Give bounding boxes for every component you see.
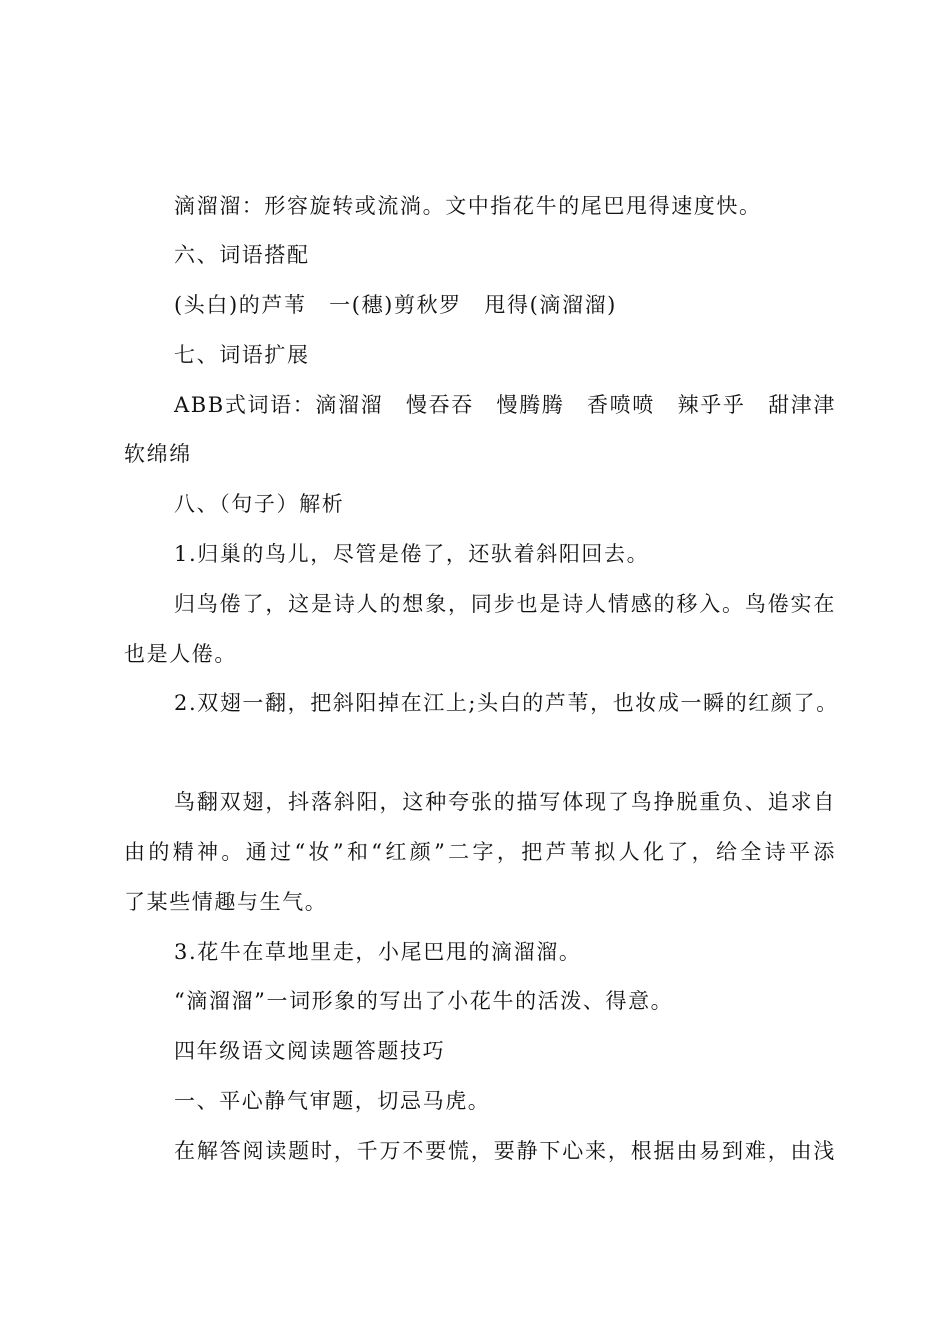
tips-title: 四年级语文阅读题答题技巧 <box>174 1039 446 1063</box>
tip-1-heading: 一、平心静气审题，切忌马虎。 <box>174 1089 491 1113</box>
analysis-1-line-1: 归鸟倦了，这是诗人的想象，同步也是诗人情感的移入。鸟倦实在 <box>174 592 836 616</box>
analysis-1-line-2: 也是人倦。 <box>124 642 237 666</box>
tip-1-text: 在解答阅读题时，千万不要慌，要静下心来，根据由易到难，由浅 <box>174 1139 836 1163</box>
sentence-2: 2.双翅一翻，把斜阳掉在江上;头白的芦苇，也妆成一瞬的红颜了。 <box>174 691 839 715</box>
sentence-3: 3.花牛在草地里走，小尾巴甩的滴溜溜。 <box>174 940 582 964</box>
abb-words-line: ABB式词语：滴溜溜 慢吞吞 慢腾腾 香喷喷 辣乎乎 甜津津 <box>174 393 836 417</box>
analysis-2-line-1: 鸟翻双翅，抖落斜阳，这种夸张的描写体现了鸟挣脱重负、追求自 <box>174 790 836 814</box>
analysis-3: “滴溜溜”一词形象的写出了小花牛的活泼、得意。 <box>174 989 674 1013</box>
section-heading-6: 六、词语搭配 <box>174 243 310 267</box>
collocation-line: (头白)的芦苇 一(穗)剪秋罗 甩得(滴溜溜) <box>174 293 617 317</box>
section-heading-7: 七、词语扩展 <box>174 343 310 367</box>
abb-words-continued: 软绵绵 <box>124 442 192 466</box>
section-heading-8: 八、（句子）解析 <box>174 492 345 516</box>
analysis-2-line-2: 由的精神。通过“妆”和“红颜”二字，把芦苇拟人化了，给全诗平添 <box>124 840 836 864</box>
analysis-2-line-3: 了某些情趣与生气。 <box>124 890 328 914</box>
definition-line: 滴溜溜：形容旋转或流淌。文中指花牛的尾巴甩得速度快。 <box>174 194 762 218</box>
sentence-1: 1.归巢的鸟儿，尽管是倦了，还驮着斜阳回去。 <box>174 542 650 566</box>
